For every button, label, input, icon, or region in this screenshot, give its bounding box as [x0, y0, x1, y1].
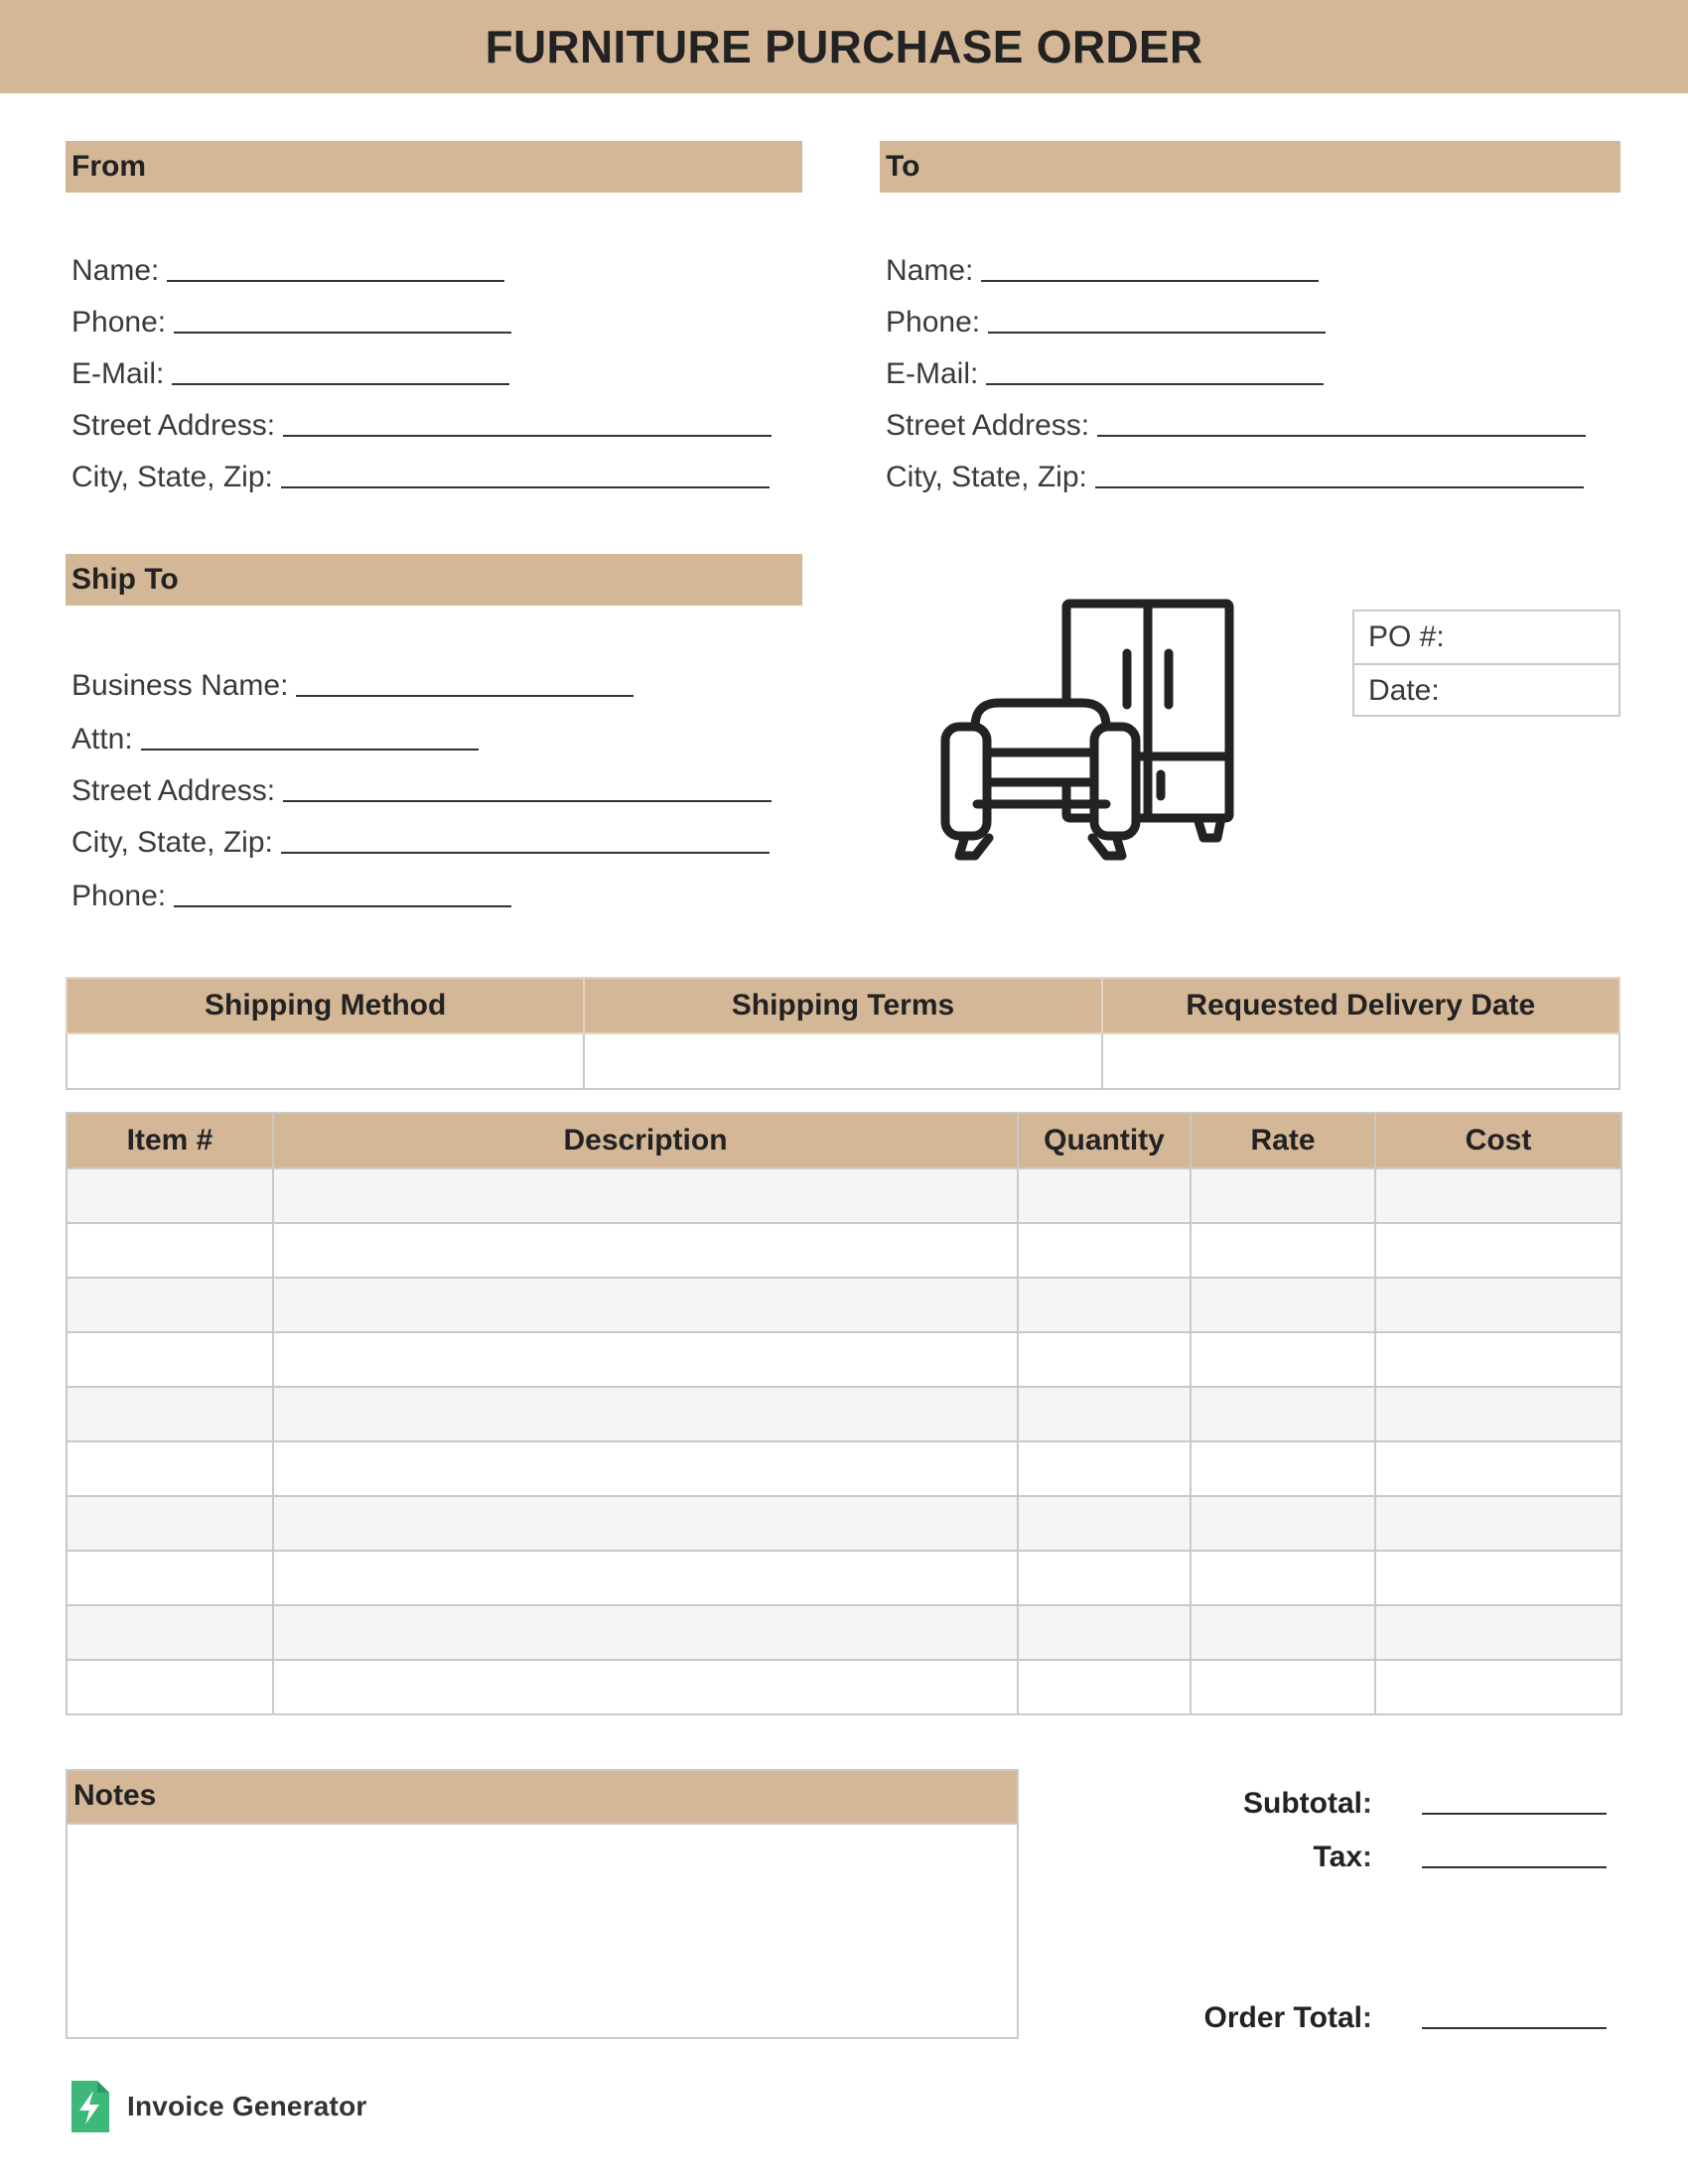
cost-cell[interactable] [1375, 1660, 1621, 1714]
ship-city-field[interactable]: City, State, Zip: [71, 820, 770, 860]
description-cell[interactable] [273, 1441, 1018, 1496]
delivery-date-header: Requested Delivery Date [1102, 978, 1619, 1033]
ship-street-field[interactable]: Street Address: [71, 768, 772, 808]
furniture-icon [937, 596, 1235, 864]
to-heading: To [880, 141, 1620, 193]
tax-row [1092, 1831, 1618, 1874]
cost-cell[interactable] [1375, 1551, 1621, 1605]
to-email-field[interactable]: E-Mail: [886, 351, 1324, 391]
from-name-field[interactable]: Name: [71, 248, 504, 288]
cost-cell[interactable] [1375, 1441, 1621, 1496]
to-city-field[interactable]: City, State, Zip: [886, 455, 1584, 494]
subtotal-line[interactable] [1422, 1813, 1607, 1815]
items-table [66, 1112, 1622, 1715]
description-cell[interactable] [273, 1605, 1018, 1660]
table-row [67, 1278, 1621, 1332]
item-cell[interactable] [67, 1332, 273, 1387]
rate-cell[interactable] [1191, 1387, 1375, 1441]
description-cell[interactable] [273, 1278, 1018, 1332]
rate-header: Rate [1191, 1113, 1375, 1168]
quantity-cell[interactable] [1018, 1332, 1191, 1387]
from-email-field[interactable]: E-Mail: [71, 351, 509, 391]
po-number-field[interactable]: PO #: [1368, 620, 1445, 653]
cost-cell[interactable] [1375, 1387, 1621, 1441]
cost-cell[interactable] [1375, 1278, 1621, 1332]
cost-cell[interactable] [1375, 1332, 1621, 1387]
shipping-terms-cell[interactable] [584, 1033, 1101, 1089]
shipping-method-cell[interactable] [67, 1033, 584, 1089]
rate-cell[interactable] [1191, 1496, 1375, 1551]
cost-cell[interactable] [1375, 1496, 1621, 1551]
cost-cell[interactable] [1375, 1223, 1621, 1278]
description-cell[interactable] [273, 1496, 1018, 1551]
quantity-cell[interactable] [1018, 1441, 1191, 1496]
description-header: Description [273, 1113, 1018, 1168]
ship-business-field[interactable]: Business Name: [71, 663, 633, 703]
ship-to-heading: Ship To [66, 554, 802, 606]
rate-cell[interactable] [1191, 1660, 1375, 1714]
item-cell[interactable] [67, 1441, 273, 1496]
item-cell[interactable] [67, 1496, 273, 1551]
quantity-cell[interactable] [1018, 1387, 1191, 1441]
page-title: FURNITURE PURCHASE ORDER [485, 21, 1203, 72]
notes-area[interactable] [66, 1825, 1019, 2039]
notes-heading: Notes [66, 1769, 1019, 1825]
item-cell[interactable] [67, 1605, 273, 1660]
cost-header: Cost [1375, 1113, 1621, 1168]
from-phone-field[interactable]: Phone: [71, 300, 511, 340]
to-street-field[interactable]: Street Address: [886, 403, 1586, 443]
quantity-header: Quantity [1018, 1113, 1191, 1168]
quantity-cell[interactable] [1018, 1551, 1191, 1605]
quantity-cell[interactable] [1018, 1496, 1191, 1551]
table-row [67, 1223, 1621, 1278]
tax-line[interactable] [1422, 1866, 1607, 1868]
table-row [67, 1660, 1621, 1714]
order-total-row [1092, 1991, 1618, 2035]
subtotal-row [1092, 1777, 1618, 1821]
rate-cell[interactable] [1191, 1168, 1375, 1223]
cost-cell[interactable] [1375, 1168, 1621, 1223]
rate-cell[interactable] [1191, 1278, 1375, 1332]
quantity-cell[interactable] [1018, 1605, 1191, 1660]
description-cell[interactable] [273, 1387, 1018, 1441]
description-cell[interactable] [273, 1168, 1018, 1223]
table-row [67, 1496, 1621, 1551]
tax-label: Tax: [1313, 1841, 1372, 1873]
table-row [67, 1168, 1621, 1223]
to-phone-field[interactable]: Phone: [886, 300, 1326, 340]
from-heading: From [66, 141, 802, 193]
quantity-cell[interactable] [1018, 1223, 1191, 1278]
rate-cell[interactable] [1191, 1551, 1375, 1605]
item-cell[interactable] [67, 1223, 273, 1278]
to-name-field[interactable]: Name: [886, 248, 1319, 288]
item-cell[interactable] [67, 1551, 273, 1605]
description-cell[interactable] [273, 1223, 1018, 1278]
po-date-field[interactable]: Date: [1354, 663, 1618, 717]
description-cell[interactable] [273, 1332, 1018, 1387]
subtotal-label: Subtotal: [1243, 1787, 1372, 1820]
cost-cell[interactable] [1375, 1605, 1621, 1660]
brand-name: Invoice Generator [127, 2091, 367, 2121]
quantity-cell[interactable] [1018, 1278, 1191, 1332]
item-number-header: Item # [67, 1113, 273, 1168]
table-row [67, 1551, 1621, 1605]
ship-attn-field[interactable]: Attn: [71, 717, 479, 756]
lightning-bolt-icon [68, 2079, 111, 2134]
table-row [67, 1387, 1621, 1441]
quantity-cell[interactable] [1018, 1660, 1191, 1714]
rate-cell[interactable] [1191, 1441, 1375, 1496]
shipping-table [66, 977, 1620, 1090]
brand-footer [68, 2079, 366, 2134]
quantity-cell[interactable] [1018, 1168, 1191, 1223]
description-cell[interactable] [273, 1660, 1018, 1714]
title-bar [0, 0, 1688, 93]
from-city-field[interactable]: City, State, Zip: [71, 455, 770, 494]
table-row [67, 1441, 1621, 1496]
item-cell[interactable] [67, 1387, 273, 1441]
order-total-label: Order Total: [1203, 2001, 1372, 2034]
shipping-method-header: Shipping Method [67, 978, 584, 1033]
rate-cell[interactable] [1191, 1223, 1375, 1278]
item-cell[interactable] [67, 1168, 273, 1223]
shipping-terms-header: Shipping Terms [584, 978, 1101, 1033]
table-row [67, 1332, 1621, 1387]
delivery-date-cell[interactable] [1102, 1033, 1619, 1089]
po-box [1352, 610, 1620, 717]
rate-cell[interactable] [1191, 1605, 1375, 1660]
rate-cell[interactable] [1191, 1332, 1375, 1387]
item-cell[interactable] [67, 1278, 273, 1332]
ship-phone-field[interactable]: Phone: [71, 874, 511, 913]
item-cell[interactable] [67, 1660, 273, 1714]
table-row [67, 1605, 1621, 1660]
description-cell[interactable] [273, 1551, 1018, 1605]
from-street-field[interactable]: Street Address: [71, 403, 772, 443]
order-total-line[interactable] [1422, 2027, 1607, 2029]
